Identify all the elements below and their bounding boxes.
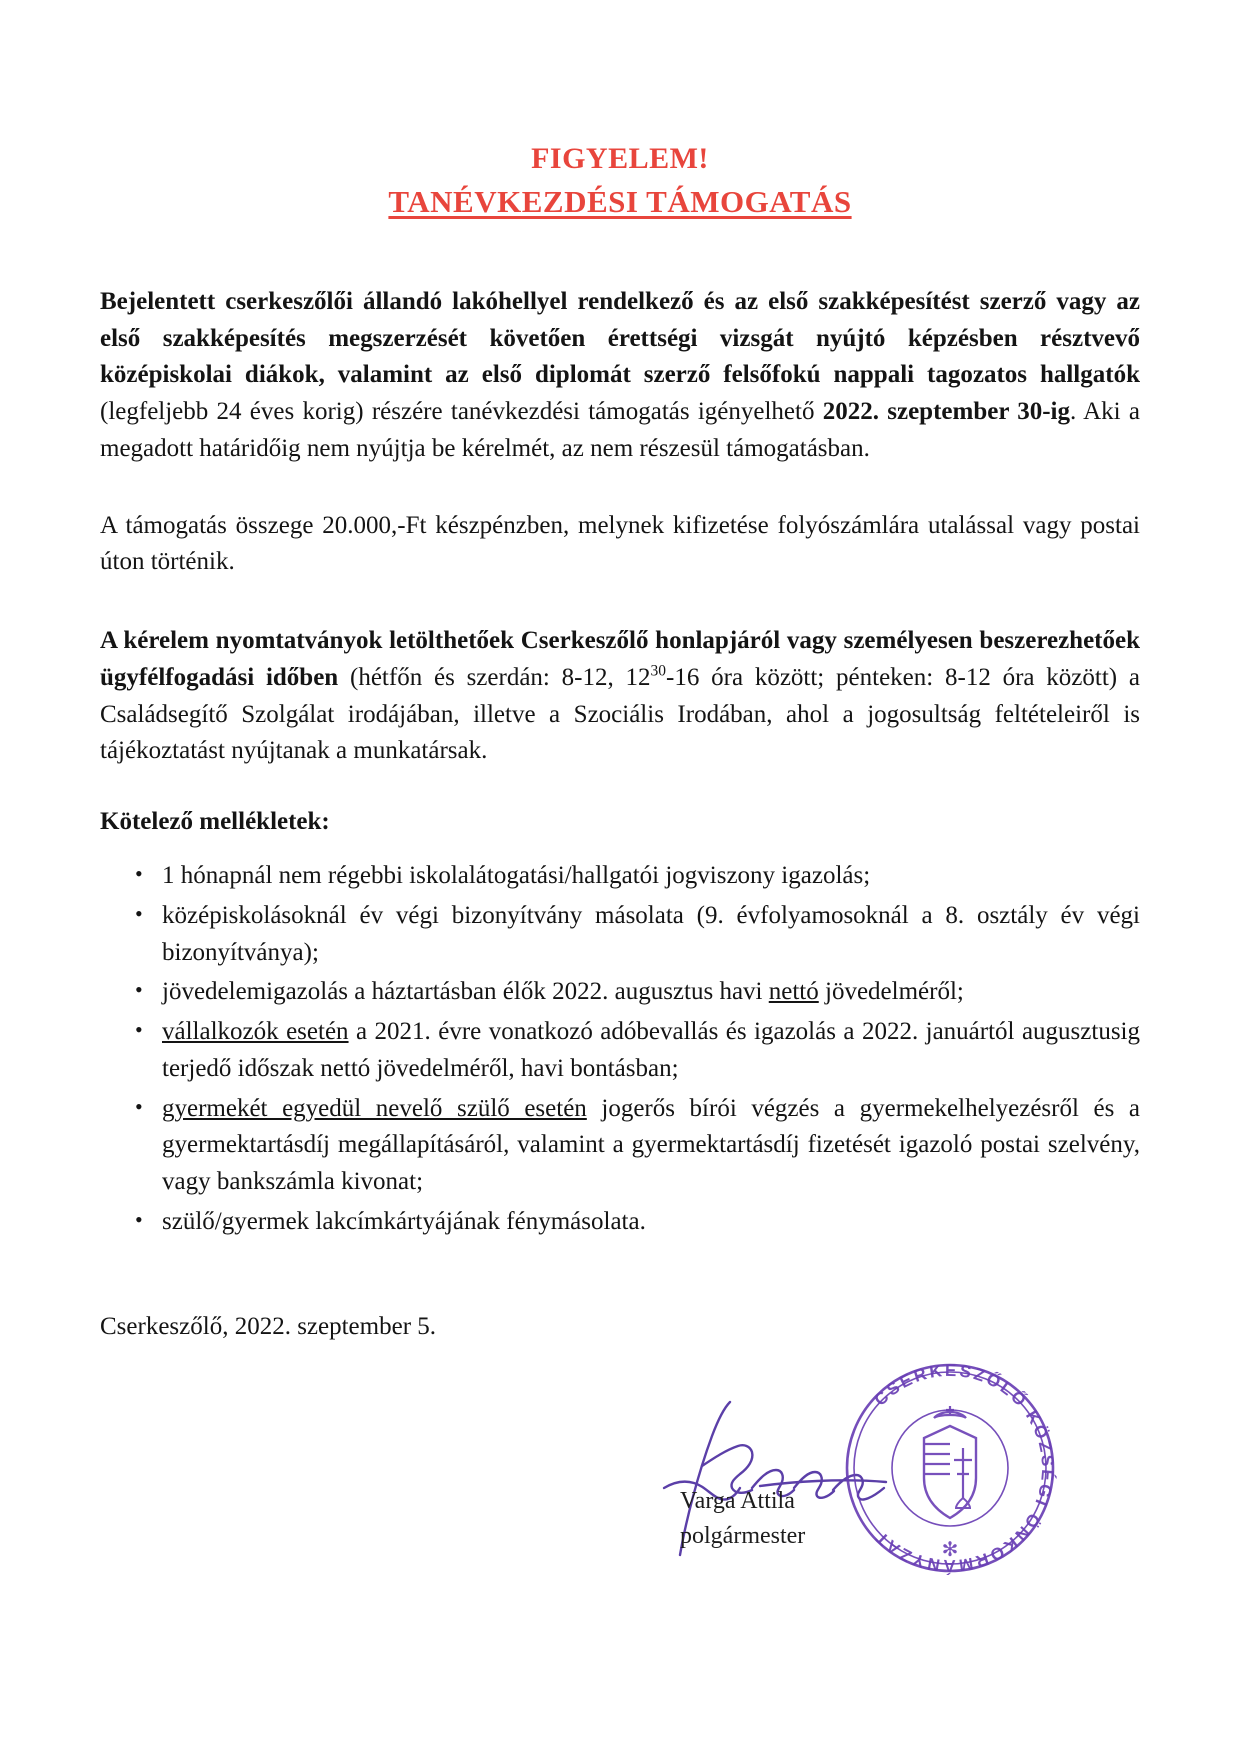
list-item-post: a 2021. évre vonatkozó adóbevallás és igazolás a 2022. januártól augusztusig terjedő időszak nettó jövedelméről, havi bontásban;	[162, 1018, 1140, 1082]
list-item-post: középiskolásoknál év végi bizonyítvány másolata (9. évfolyamosoknál a 8. osztály év végi bizonyítványa);	[162, 901, 1140, 966]
paragraph1-deadline: 2022. szeptember 30-ig	[822, 398, 1070, 426]
list-item	[100, 1014, 1140, 1088]
paragraph2-text: A támogatás összege 20.000,-Ft készpénzben, melynek kifizetése folyószámlára utalással vagy postai úton történik.	[100, 511, 1140, 576]
paragraph3-hours-pre: (hétfőn és szerdán: 8-12, 12	[338, 663, 651, 691]
title-block	[100, 0, 1140, 222]
list-item	[100, 858, 1140, 895]
paragraph1-bold-lead: Bejelentett cserkeszőlői állandó lakóhellyel rendelkező és az első szakképesítést szerző vagy az első szakképesítés megszerzését követően érettségi vizsgát nyújtó képzésben résztvevő középiskolai diákok, valamint az első diplomát szerző felsőfokú nappali tagozatos hallgatók	[100, 287, 1140, 389]
list-item-underlined: nettó	[768, 978, 819, 1006]
signer-name: Varga Attila	[680, 1488, 795, 1514]
list-item-post: szülő/gyermek lakcímkártyájának fénymásolata.	[162, 1207, 646, 1235]
attachments-list	[100, 858, 1140, 1241]
paragraph-forms	[100, 623, 1140, 770]
document-content	[100, 0, 1140, 1341]
list-item-post: jövedelméről;	[818, 978, 964, 1006]
document-title-primary: FIGYELEM!	[531, 142, 709, 175]
signature-area	[640, 1360, 1160, 1700]
stamp-star-glyph: ✻	[941, 1539, 959, 1561]
paragraph-eligibility	[100, 284, 1140, 468]
attachments-heading: Kötelező mellékletek:	[100, 808, 330, 836]
place-and-date: Cserkeszőlő, 2022. szeptember 5.	[100, 1312, 437, 1340]
svg-text:CSERKESZŐLŐ KÖZSÉGI ÖNKORMÁNYZ	[871, 1361, 1058, 1575]
list-item	[100, 898, 1140, 972]
paragraph3-bold-lead: A kérelem nyomtatványok letölthetőek Cserkeszőlő honlapjáról vagy személyesen beszerezhetőek ügyfélfogadási időben	[100, 627, 1140, 691]
list-item-pre: jövedelemigazolás a háztartásban élők 2022. augusztus havi	[162, 978, 769, 1006]
list-item	[100, 1204, 1140, 1241]
paragraph3-time-superscript: 30	[650, 662, 667, 680]
list-item-post: 1 hónapnál nem régebbi iskolalátogatási/hallgatói jogviszony igazolás;	[162, 862, 871, 890]
list-item-underlined: vállalkozók esetén	[162, 1018, 349, 1046]
list-item	[100, 974, 1140, 1011]
paragraph1-normal-mid: (legfeljebb 24 éves korig) részére tanévkezdési támogatás igényelhető	[100, 398, 823, 426]
paragraph1-normal-tail: . Aki a megadott határidőig nem nyújtja be kérelmét, az nem részesül támogatásban.	[100, 398, 1140, 462]
paragraph3-hours-post: -16 óra között; pénteken: 8-12 óra között) a Családsegítő Szolgálat irodájában, illetve a Szociális Irodában, ahol a jogosultság feltételeiről is tájékoztatást nyújtanak a munkatársak.	[100, 663, 1140, 765]
stamp-text: CSERKESZŐLŐ KÖZSÉGI ÖNKORMÁNYZAT	[870, 1360, 1058, 1576]
list-item-post: jogerős bírói végzés a gyermekelhelyezésről és a gyermektartásdíj megállapításáról, valamint a gyermektartásdíj fizetését igazoló postai szelvény, vagy bankszámla kivonat;	[162, 1094, 1140, 1196]
paragraph-amount	[100, 508, 1140, 582]
document-title-secondary: TANÉVKEZDÉSI TÁMOGATÁS	[388, 183, 852, 219]
list-item-underlined: gyermekét egyedül nevelő szülő esetén	[162, 1094, 587, 1122]
signer-role: polgármester	[680, 1523, 806, 1549]
official-stamp-icon	[830, 1348, 1070, 1588]
list-item	[100, 1091, 1140, 1201]
